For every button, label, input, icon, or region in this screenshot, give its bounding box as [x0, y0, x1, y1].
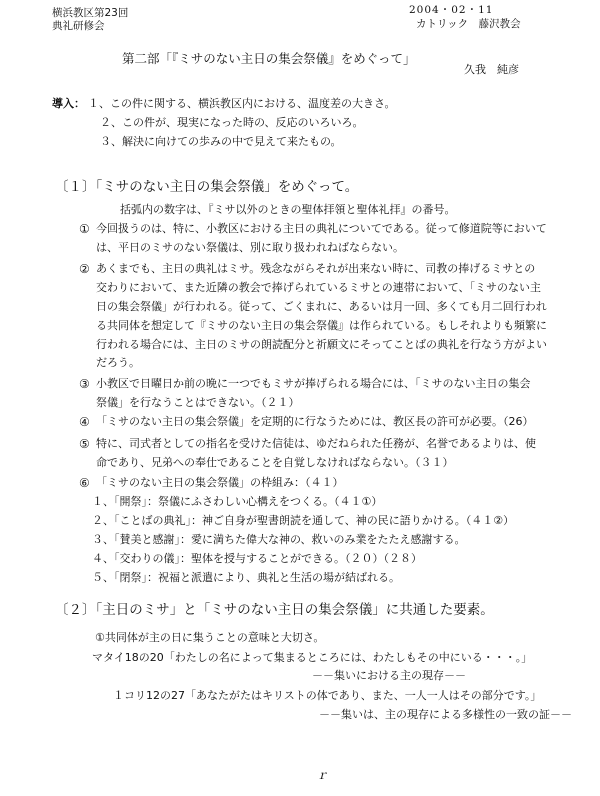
- framework-item: ２、「ことばの典礼」：神ご自身が聖書朗読を通して、神の民に語りかける。（４１②）: [92, 514, 515, 527]
- item-line: あくまでも、主日の典礼はミサ。残念ながらそれが出来ない時に、司教の捧げるミサとの: [96, 262, 536, 275]
- item-line: 「ミサのない主日の集会祭儀」の枠組み：（４１）: [96, 476, 344, 489]
- item-line: 命であり、兄弟への奉仕であることを自覚しなければならない。（３１）: [96, 456, 454, 469]
- item-marker: ②: [79, 262, 90, 276]
- quote-subtitle: －－集いは、主の現存による多様性の一致の証－－: [319, 708, 572, 721]
- section-2-heading: 〔２〕「主日のミサ」と「ミサのない主日の集会祭儀」に共通した要素。: [55, 602, 494, 618]
- item-line: 今回扱うのは、特に、小教区における主日の典礼についてである。従って修道院等において: [96, 222, 547, 235]
- header-church: カトリック 藤沢教会: [416, 18, 521, 30]
- scripture-quote: マタイ18の20「わたしの名によって集まるところには、わたしもその中にいる・・・。」: [92, 651, 533, 664]
- intro-item: ３、解決に向けての歩みの中で見えて来たもの。: [100, 135, 342, 148]
- header-workshop: 典礼研修会: [52, 20, 105, 32]
- intro-label: 導入：: [52, 97, 85, 110]
- item-marker: ①: [79, 222, 90, 236]
- item-line: 特に、司式者としての指名を受けた信徒は、ゆだねられた任務が、名誉であるよりは、使: [96, 437, 536, 450]
- scripture-quote: １コリ12の27「あなたがたはキリストの体であり、また、一人一人はその部分です。」: [113, 689, 542, 702]
- header-date: 2004・02・11: [409, 4, 494, 16]
- item-line: 「ミサのない主日の集会祭儀」を定期的に行なうためには、教区長の許可が必要。（26）: [96, 415, 534, 428]
- item-line: 交わりにおいて、また近隣の教会で捧げられているミサとの連帯において、「ミサのない主: [96, 281, 542, 294]
- item-marker: ⑤: [79, 437, 90, 451]
- item-line: だろう。: [96, 356, 140, 369]
- intro-item: ２、この件が、現実になった時の、反応のいろいろ。: [100, 116, 364, 129]
- item-line: は、平日のミサのない祭儀は、別に取り扱われねばならない。: [96, 241, 404, 254]
- page-title: 第二部「『ミサのない主日の集会祭儀』をめぐって」: [122, 51, 416, 66]
- item-line: 日の集会祭儀」が行われる。従って、ごくまれに、あるいは月一回、多くても月二回行われ: [96, 300, 547, 313]
- framework-item: ５、「閉祭」：祝福と派遣により、典礼と生活の場が結ばれる。: [92, 571, 400, 584]
- section-1-heading: 〔１〕「ミサのない主日の集会祭儀」をめぐって。: [55, 179, 359, 195]
- framework-item: ３、「賛美と感謝」：愛に満ちた偉大な神の、救いのみ業をたたえ感謝する。: [92, 533, 466, 546]
- quote-subtitle: －－集いにおける主の現存－－: [312, 669, 466, 682]
- section-2-point: ①共同体が主の日に集うことの意味と大切さ。: [95, 631, 325, 644]
- item-line: 行われる場合には、主日のミサの朗読配分と祈願文にそってことばの典礼を行なう方がよい: [96, 338, 547, 351]
- item-line: 小教区で日曜日か前の晩に一つでもミサが捧げられる場合には、「ミサのない主日の集会: [96, 377, 531, 390]
- header-event: 横浜教区第23回: [52, 7, 129, 19]
- framework-item: １、「開祭」：祭儀にふさわしい心構えをつくる。（４１①）: [92, 495, 383, 508]
- item-line: る共同体を想定して『ミサのない主日の集会祭儀』は作られている。もしそれよりも頻繁に: [96, 319, 547, 332]
- item-marker: ④: [79, 415, 90, 429]
- author-name: 久我 純彦: [464, 63, 519, 76]
- item-line: 祭儀」を行なうことはできない。（２１）: [96, 396, 300, 409]
- framework-item: ４、「交わりの儀」：聖体を授与することができる。（２０）（２８）: [92, 552, 422, 565]
- item-marker: ③: [79, 377, 90, 391]
- section-1-note: 括弧内の数字は、『ミサ以外のときの聖体拝領と聖体礼拝』の番号。: [120, 203, 456, 216]
- page-number: ｒ: [316, 768, 329, 782]
- intro-item: １、この件に関する、横浜教区内における、温度差の大きさ。: [88, 97, 396, 110]
- item-marker: ⑥: [79, 476, 90, 490]
